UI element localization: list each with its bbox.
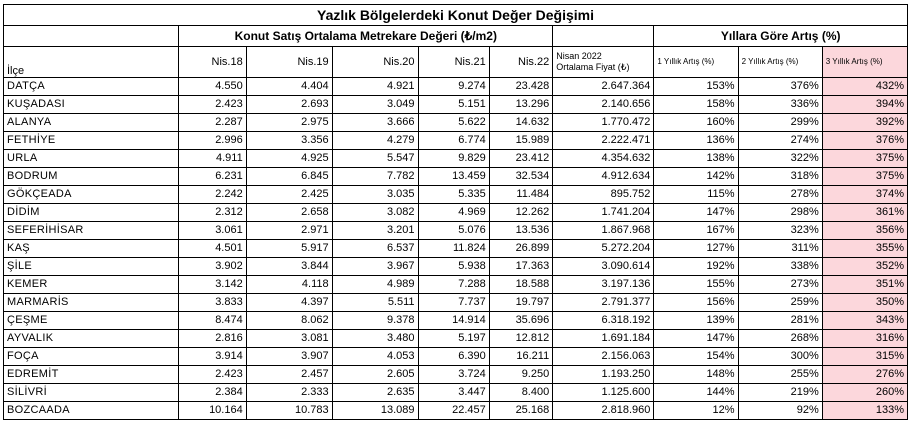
price-per-m2-cell: 8.400 xyxy=(489,384,552,402)
price-per-m2-cell: 2.423 xyxy=(179,366,246,384)
increase-2y-cell: 273% xyxy=(738,276,822,294)
table-row xyxy=(4,258,908,276)
increase-3y-cell: 355% xyxy=(822,240,907,258)
price-per-m2-cell: 3.035 xyxy=(332,186,418,204)
avg-price-cell: 1.193.250 xyxy=(553,366,654,384)
price-per-m2-cell: 16.211 xyxy=(489,348,552,366)
district-name: SİLİVRİ xyxy=(4,384,179,402)
price-per-m2-cell: 5.197 xyxy=(418,330,489,348)
increase-2y-cell: 300% xyxy=(738,348,822,366)
increase-3y-cell: 260% xyxy=(822,384,907,402)
table-row xyxy=(4,402,908,420)
increase-2y-cell: 323% xyxy=(738,222,822,240)
price-per-m2-cell: 19.797 xyxy=(489,294,552,312)
title-row xyxy=(4,5,908,26)
price-per-m2-cell: 22.457 xyxy=(418,402,489,420)
group-header-prices: Konut Satış Ortalama Metrekare Değeri (₺/m2) xyxy=(179,26,553,47)
district-name: ŞİLE xyxy=(4,258,179,276)
district-name: AYVALIK xyxy=(4,330,179,348)
price-per-m2-cell: 4.279 xyxy=(332,132,418,150)
price-per-m2-cell: 4.921 xyxy=(332,78,418,96)
avg-price-cell: 895.752 xyxy=(553,186,654,204)
group-header-row xyxy=(4,26,908,47)
price-per-m2-cell: 4.501 xyxy=(179,240,246,258)
price-per-m2-cell: 3.447 xyxy=(418,384,489,402)
district-name: URLA xyxy=(4,150,179,168)
district-name: EDREMİT xyxy=(4,366,179,384)
increase-1y-cell: 160% xyxy=(654,114,738,132)
price-per-m2-cell: 2.658 xyxy=(246,204,332,222)
price-per-m2-cell: 14.914 xyxy=(418,312,489,330)
district-name: GÖKÇEADA xyxy=(4,186,179,204)
price-per-m2-cell: 12.262 xyxy=(489,204,552,222)
price-per-m2-cell: 13.296 xyxy=(489,96,552,114)
increase-2y-cell: 338% xyxy=(738,258,822,276)
avg-price-header-line1: Nisan 2022 xyxy=(556,51,602,61)
increase-2y-cell: 318% xyxy=(738,168,822,186)
price-per-m2-cell: 3.356 xyxy=(246,132,332,150)
price-per-m2-cell: 4.053 xyxy=(332,348,418,366)
table-row xyxy=(4,366,908,384)
increase-3y-cell: 276% xyxy=(822,366,907,384)
price-per-m2-cell: 17.363 xyxy=(489,258,552,276)
price-per-m2-cell: 8.062 xyxy=(246,312,332,330)
increase-3y-cell: 375% xyxy=(822,150,907,168)
price-per-m2-cell: 11.484 xyxy=(489,186,552,204)
column-header-year: Nis.20 xyxy=(332,47,418,78)
avg-price-cell: 1.125.600 xyxy=(553,384,654,402)
district-name: KAŞ xyxy=(4,240,179,258)
avg-price-cell: 3.090.614 xyxy=(553,258,654,276)
price-per-m2-cell: 13.536 xyxy=(489,222,552,240)
group-header-blank xyxy=(4,26,179,47)
price-per-m2-cell: 7.737 xyxy=(418,294,489,312)
price-per-m2-cell: 6.774 xyxy=(418,132,489,150)
price-per-m2-cell: 2.425 xyxy=(246,186,332,204)
increase-3y-cell: 361% xyxy=(822,204,907,222)
price-per-m2-cell: 2.457 xyxy=(246,366,332,384)
table-row xyxy=(4,330,908,348)
increase-3y-cell: 133% xyxy=(822,402,907,420)
avg-price-header-line2: Ortalama Fiyat (₺) xyxy=(556,62,630,72)
price-per-m2-cell: 10.164 xyxy=(179,402,246,420)
table-row xyxy=(4,204,908,222)
price-per-m2-cell: 3.833 xyxy=(179,294,246,312)
price-per-m2-cell: 5.335 xyxy=(418,186,489,204)
table-row xyxy=(4,114,908,132)
price-per-m2-cell: 6.537 xyxy=(332,240,418,258)
price-per-m2-cell: 23.428 xyxy=(489,78,552,96)
table-row xyxy=(4,348,908,366)
increase-1y-cell: 154% xyxy=(654,348,738,366)
increase-3y-cell: 392% xyxy=(822,114,907,132)
price-per-m2-cell: 2.384 xyxy=(179,384,246,402)
increase-2y-cell: 255% xyxy=(738,366,822,384)
group-header-blank-2 xyxy=(553,26,654,47)
price-per-m2-cell: 2.312 xyxy=(179,204,246,222)
increase-1y-cell: 12% xyxy=(654,402,738,420)
price-per-m2-cell: 9.378 xyxy=(332,312,418,330)
table-row xyxy=(4,150,908,168)
price-per-m2-cell: 9.274 xyxy=(418,78,489,96)
price-per-m2-cell: 4.118 xyxy=(246,276,332,294)
increase-2y-cell: 298% xyxy=(738,204,822,222)
price-per-m2-cell: 4.397 xyxy=(246,294,332,312)
price-per-m2-cell: 4.989 xyxy=(332,276,418,294)
increase-1y-cell: 153% xyxy=(654,78,738,96)
price-per-m2-cell: 3.844 xyxy=(246,258,332,276)
table-row xyxy=(4,186,908,204)
data-table xyxy=(3,4,908,420)
price-per-m2-cell: 6.390 xyxy=(418,348,489,366)
price-per-m2-cell: 7.288 xyxy=(418,276,489,294)
increase-2y-cell: 268% xyxy=(738,330,822,348)
increase-3y-cell: 374% xyxy=(822,186,907,204)
increase-1y-cell: 115% xyxy=(654,186,738,204)
price-per-m2-cell: 5.511 xyxy=(332,294,418,312)
increase-1y-cell: 142% xyxy=(654,168,738,186)
price-per-m2-cell: 3.724 xyxy=(418,366,489,384)
price-per-m2-cell: 5.938 xyxy=(418,258,489,276)
district-name: FOÇA xyxy=(4,348,179,366)
increase-2y-cell: 281% xyxy=(738,312,822,330)
table-row xyxy=(4,78,908,96)
price-per-m2-cell: 4.404 xyxy=(246,78,332,96)
price-per-m2-cell: 3.666 xyxy=(332,114,418,132)
price-per-m2-cell: 2.635 xyxy=(332,384,418,402)
price-per-m2-cell: 2.242 xyxy=(179,186,246,204)
increase-1y-cell: 192% xyxy=(654,258,738,276)
increase-1y-cell: 139% xyxy=(654,312,738,330)
avg-price-cell: 5.272.204 xyxy=(553,240,654,258)
price-per-m2-cell: 4.550 xyxy=(179,78,246,96)
price-per-m2-cell: 2.287 xyxy=(179,114,246,132)
increase-2y-cell: 311% xyxy=(738,240,822,258)
district-name: DİDİM xyxy=(4,204,179,222)
table-row xyxy=(4,240,908,258)
district-name: ALANYA xyxy=(4,114,179,132)
increase-2y-cell: 299% xyxy=(738,114,822,132)
avg-price-cell: 2.818.960 xyxy=(553,402,654,420)
avg-price-cell: 2.222.471 xyxy=(553,132,654,150)
price-per-m2-cell: 13.089 xyxy=(332,402,418,420)
price-per-m2-cell: 9.250 xyxy=(489,366,552,384)
column-header-increase-2y: 2 Yıllık Artış (%) xyxy=(738,47,822,78)
table-row xyxy=(4,312,908,330)
increase-1y-cell: 136% xyxy=(654,132,738,150)
table-row xyxy=(4,96,908,114)
price-per-m2-cell: 3.480 xyxy=(332,330,418,348)
price-per-m2-cell: 3.061 xyxy=(179,222,246,240)
column-header-year: Nis.21 xyxy=(418,47,489,78)
increase-3y-cell: 315% xyxy=(822,348,907,366)
avg-price-cell: 1.741.204 xyxy=(553,204,654,222)
avg-price-cell: 2.140.656 xyxy=(553,96,654,114)
price-per-m2-cell: 3.902 xyxy=(179,258,246,276)
increase-2y-cell: 274% xyxy=(738,132,822,150)
price-per-m2-cell: 5.076 xyxy=(418,222,489,240)
avg-price-cell: 1.867.968 xyxy=(553,222,654,240)
increase-1y-cell: 158% xyxy=(654,96,738,114)
price-per-m2-cell: 4.969 xyxy=(418,204,489,222)
avg-price-cell: 3.197.136 xyxy=(553,276,654,294)
increase-3y-cell: 375% xyxy=(822,168,907,186)
price-per-m2-cell: 3.082 xyxy=(332,204,418,222)
price-per-m2-cell: 12.812 xyxy=(489,330,552,348)
table-row xyxy=(4,276,908,294)
district-name: DATÇA xyxy=(4,78,179,96)
price-per-m2-cell: 7.782 xyxy=(332,168,418,186)
avg-price-cell: 1.691.184 xyxy=(553,330,654,348)
price-per-m2-cell: 2.996 xyxy=(179,132,246,150)
increase-2y-cell: 322% xyxy=(738,150,822,168)
price-per-m2-cell: 5.547 xyxy=(332,150,418,168)
district-name: KEMER xyxy=(4,276,179,294)
increase-3y-cell: 376% xyxy=(822,132,907,150)
price-per-m2-cell: 3.081 xyxy=(246,330,332,348)
price-per-m2-cell: 2.975 xyxy=(246,114,332,132)
price-per-m2-cell: 15.989 xyxy=(489,132,552,150)
increase-2y-cell: 259% xyxy=(738,294,822,312)
increase-3y-cell: 352% xyxy=(822,258,907,276)
increase-3y-cell: 350% xyxy=(822,294,907,312)
price-per-m2-cell: 3.914 xyxy=(179,348,246,366)
increase-1y-cell: 138% xyxy=(654,150,738,168)
district-name: BODRUM xyxy=(4,168,179,186)
price-per-m2-cell: 5.622 xyxy=(418,114,489,132)
price-per-m2-cell: 3.201 xyxy=(332,222,418,240)
increase-1y-cell: 156% xyxy=(654,294,738,312)
price-per-m2-cell: 4.925 xyxy=(246,150,332,168)
column-header-year: Nis.18 xyxy=(179,47,246,78)
increase-2y-cell: 336% xyxy=(738,96,822,114)
price-per-m2-cell: 5.151 xyxy=(418,96,489,114)
increase-1y-cell: 155% xyxy=(654,276,738,294)
avg-price-cell: 6.318.192 xyxy=(553,312,654,330)
price-per-m2-cell: 3.142 xyxy=(179,276,246,294)
price-per-m2-cell: 2.333 xyxy=(246,384,332,402)
price-per-m2-cell: 25.168 xyxy=(489,402,552,420)
column-header-increase-1y: 1 Yıllık Artış (%) xyxy=(654,47,738,78)
district-name: MARMARİS xyxy=(4,294,179,312)
increase-3y-cell: 356% xyxy=(822,222,907,240)
avg-price-cell: 2.156.063 xyxy=(553,348,654,366)
increase-2y-cell: 92% xyxy=(738,402,822,420)
price-per-m2-cell: 8.474 xyxy=(179,312,246,330)
column-header-year: Nis.19 xyxy=(246,47,332,78)
increase-2y-cell: 278% xyxy=(738,186,822,204)
district-name: BOZCAADA xyxy=(4,402,179,420)
price-per-m2-cell: 35.696 xyxy=(489,312,552,330)
price-per-m2-cell: 2.971 xyxy=(246,222,332,240)
district-name: SEFERİHİSAR xyxy=(4,222,179,240)
increase-1y-cell: 148% xyxy=(654,366,738,384)
price-per-m2-cell: 3.049 xyxy=(332,96,418,114)
increase-1y-cell: 167% xyxy=(654,222,738,240)
avg-price-cell: 2.791.377 xyxy=(553,294,654,312)
price-per-m2-cell: 14.632 xyxy=(489,114,552,132)
price-per-m2-cell: 2.816 xyxy=(179,330,246,348)
column-header-avg-price xyxy=(553,47,654,78)
table-row xyxy=(4,222,908,240)
avg-price-cell: 1.770.472 xyxy=(553,114,654,132)
increase-3y-cell: 343% xyxy=(822,312,907,330)
avg-price-cell: 4.912.634 xyxy=(553,168,654,186)
column-header-year: Nis.22 xyxy=(489,47,552,78)
price-per-m2-cell: 23.412 xyxy=(489,150,552,168)
group-header-increase: Yıllara Göre Artış (%) xyxy=(654,26,908,47)
price-per-m2-cell: 6.845 xyxy=(246,168,332,186)
price-per-m2-cell: 2.693 xyxy=(246,96,332,114)
price-per-m2-cell: 11.824 xyxy=(418,240,489,258)
increase-3y-cell: 316% xyxy=(822,330,907,348)
increase-1y-cell: 144% xyxy=(654,384,738,402)
price-per-m2-cell: 3.967 xyxy=(332,258,418,276)
price-per-m2-cell: 3.907 xyxy=(246,348,332,366)
price-per-m2-cell: 13.459 xyxy=(418,168,489,186)
increase-2y-cell: 219% xyxy=(738,384,822,402)
price-per-m2-cell: 32.534 xyxy=(489,168,552,186)
increase-3y-cell: 394% xyxy=(822,96,907,114)
increase-1y-cell: 147% xyxy=(654,204,738,222)
table-row xyxy=(4,168,908,186)
price-per-m2-cell: 6.231 xyxy=(179,168,246,186)
price-per-m2-cell: 2.423 xyxy=(179,96,246,114)
column-header-district: İlçe xyxy=(4,47,179,78)
table-row xyxy=(4,132,908,150)
price-per-m2-cell: 10.783 xyxy=(246,402,332,420)
district-name: KUŞADASI xyxy=(4,96,179,114)
increase-3y-cell: 432% xyxy=(822,78,907,96)
increase-1y-cell: 127% xyxy=(654,240,738,258)
district-name: ÇEŞME xyxy=(4,312,179,330)
price-per-m2-cell: 26.899 xyxy=(489,240,552,258)
table-row xyxy=(4,294,908,312)
price-per-m2-cell: 18.588 xyxy=(489,276,552,294)
avg-price-cell: 4.354.632 xyxy=(553,150,654,168)
increase-2y-cell: 376% xyxy=(738,78,822,96)
increase-3y-cell: 351% xyxy=(822,276,907,294)
district-name: FETHİYE xyxy=(4,132,179,150)
column-header-row xyxy=(4,47,908,78)
price-per-m2-cell: 5.917 xyxy=(246,240,332,258)
price-per-m2-cell: 9.829 xyxy=(418,150,489,168)
column-header-increase-3y: 3 Yıllık Artış (%) xyxy=(822,47,907,78)
table-row xyxy=(4,384,908,402)
increase-1y-cell: 147% xyxy=(654,330,738,348)
avg-price-cell: 2.647.364 xyxy=(553,78,654,96)
price-per-m2-cell: 4.911 xyxy=(179,150,246,168)
price-per-m2-cell: 2.605 xyxy=(332,366,418,384)
table-title: Yazlık Bölgelerdeki Konut Değer Değişimi xyxy=(4,5,908,26)
